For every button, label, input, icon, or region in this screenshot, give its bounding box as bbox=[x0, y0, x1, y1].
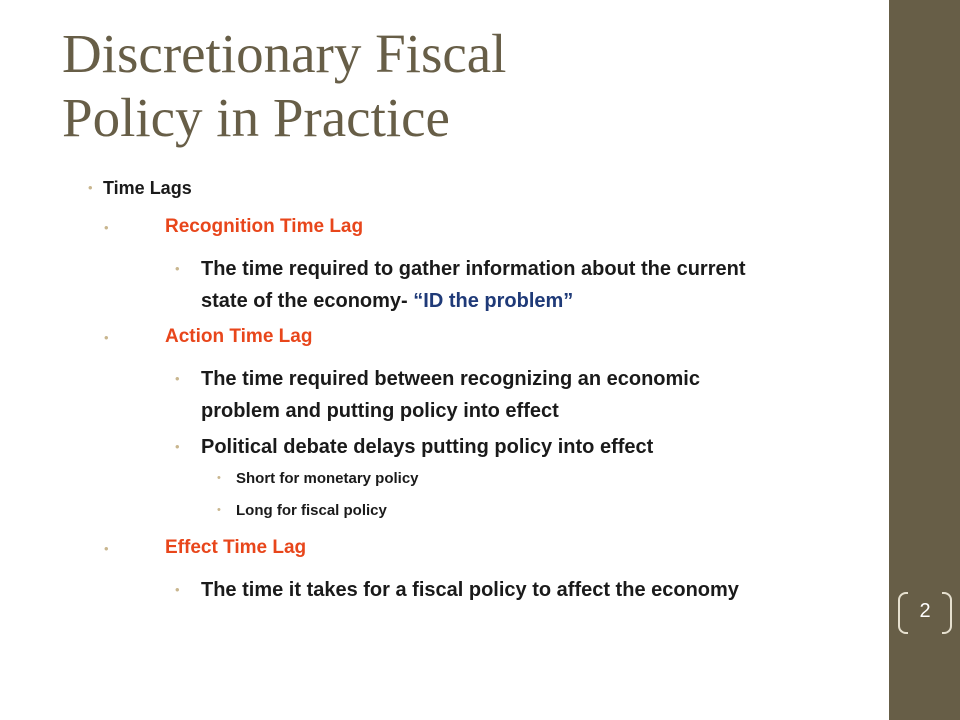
recognition-desc-line1: The time required to gather information about the current bbox=[201, 258, 746, 280]
bullet-icon: • bbox=[104, 330, 109, 345]
action-desc1-line2: problem and putting policy into effect bbox=[201, 400, 559, 422]
bullet-icon: • bbox=[217, 504, 221, 516]
action-sub1: Short for monetary policy bbox=[236, 470, 419, 487]
recognition-desc-prefix: state of the economy- bbox=[201, 290, 414, 312]
page-number-badge bbox=[898, 592, 952, 636]
action-desc1-line1: The time required between recognizing an economic bbox=[201, 368, 700, 390]
bullet-icon: • bbox=[88, 180, 93, 195]
action-lag-heading: Action Time Lag bbox=[165, 326, 313, 347]
time-lags-heading: Time Lags bbox=[103, 178, 192, 198]
effect-lag-heading: Effect Time Lag bbox=[165, 537, 307, 558]
bullet-icon: • bbox=[217, 472, 221, 484]
recognition-desc-line2 bbox=[201, 285, 881, 317]
title-line-1: Discretionary Fiscal bbox=[62, 23, 507, 84]
bullet-icon: • bbox=[175, 371, 180, 386]
action-lag-desc2: Political debate delays putting policy into effect bbox=[201, 436, 654, 458]
bullet-icon: • bbox=[104, 220, 109, 235]
recognition-lag-heading: Recognition Time Lag bbox=[165, 216, 364, 237]
action-sub2: Long for fiscal policy bbox=[236, 502, 387, 519]
bullet-icon: • bbox=[175, 261, 180, 276]
page-number: 2 bbox=[919, 600, 931, 622]
bullet-icon: • bbox=[104, 541, 109, 556]
action-lag-desc1 bbox=[201, 363, 881, 427]
bullet-icon: • bbox=[175, 582, 180, 597]
recognition-desc-quote: “ID the problem” bbox=[413, 290, 574, 312]
title-line-2: Policy in Practice bbox=[62, 87, 450, 148]
recognition-lag-desc bbox=[201, 253, 881, 317]
bullet-icon: • bbox=[175, 439, 180, 454]
effect-lag-desc: The time it takes for a fiscal policy to affect the economy bbox=[201, 579, 739, 601]
